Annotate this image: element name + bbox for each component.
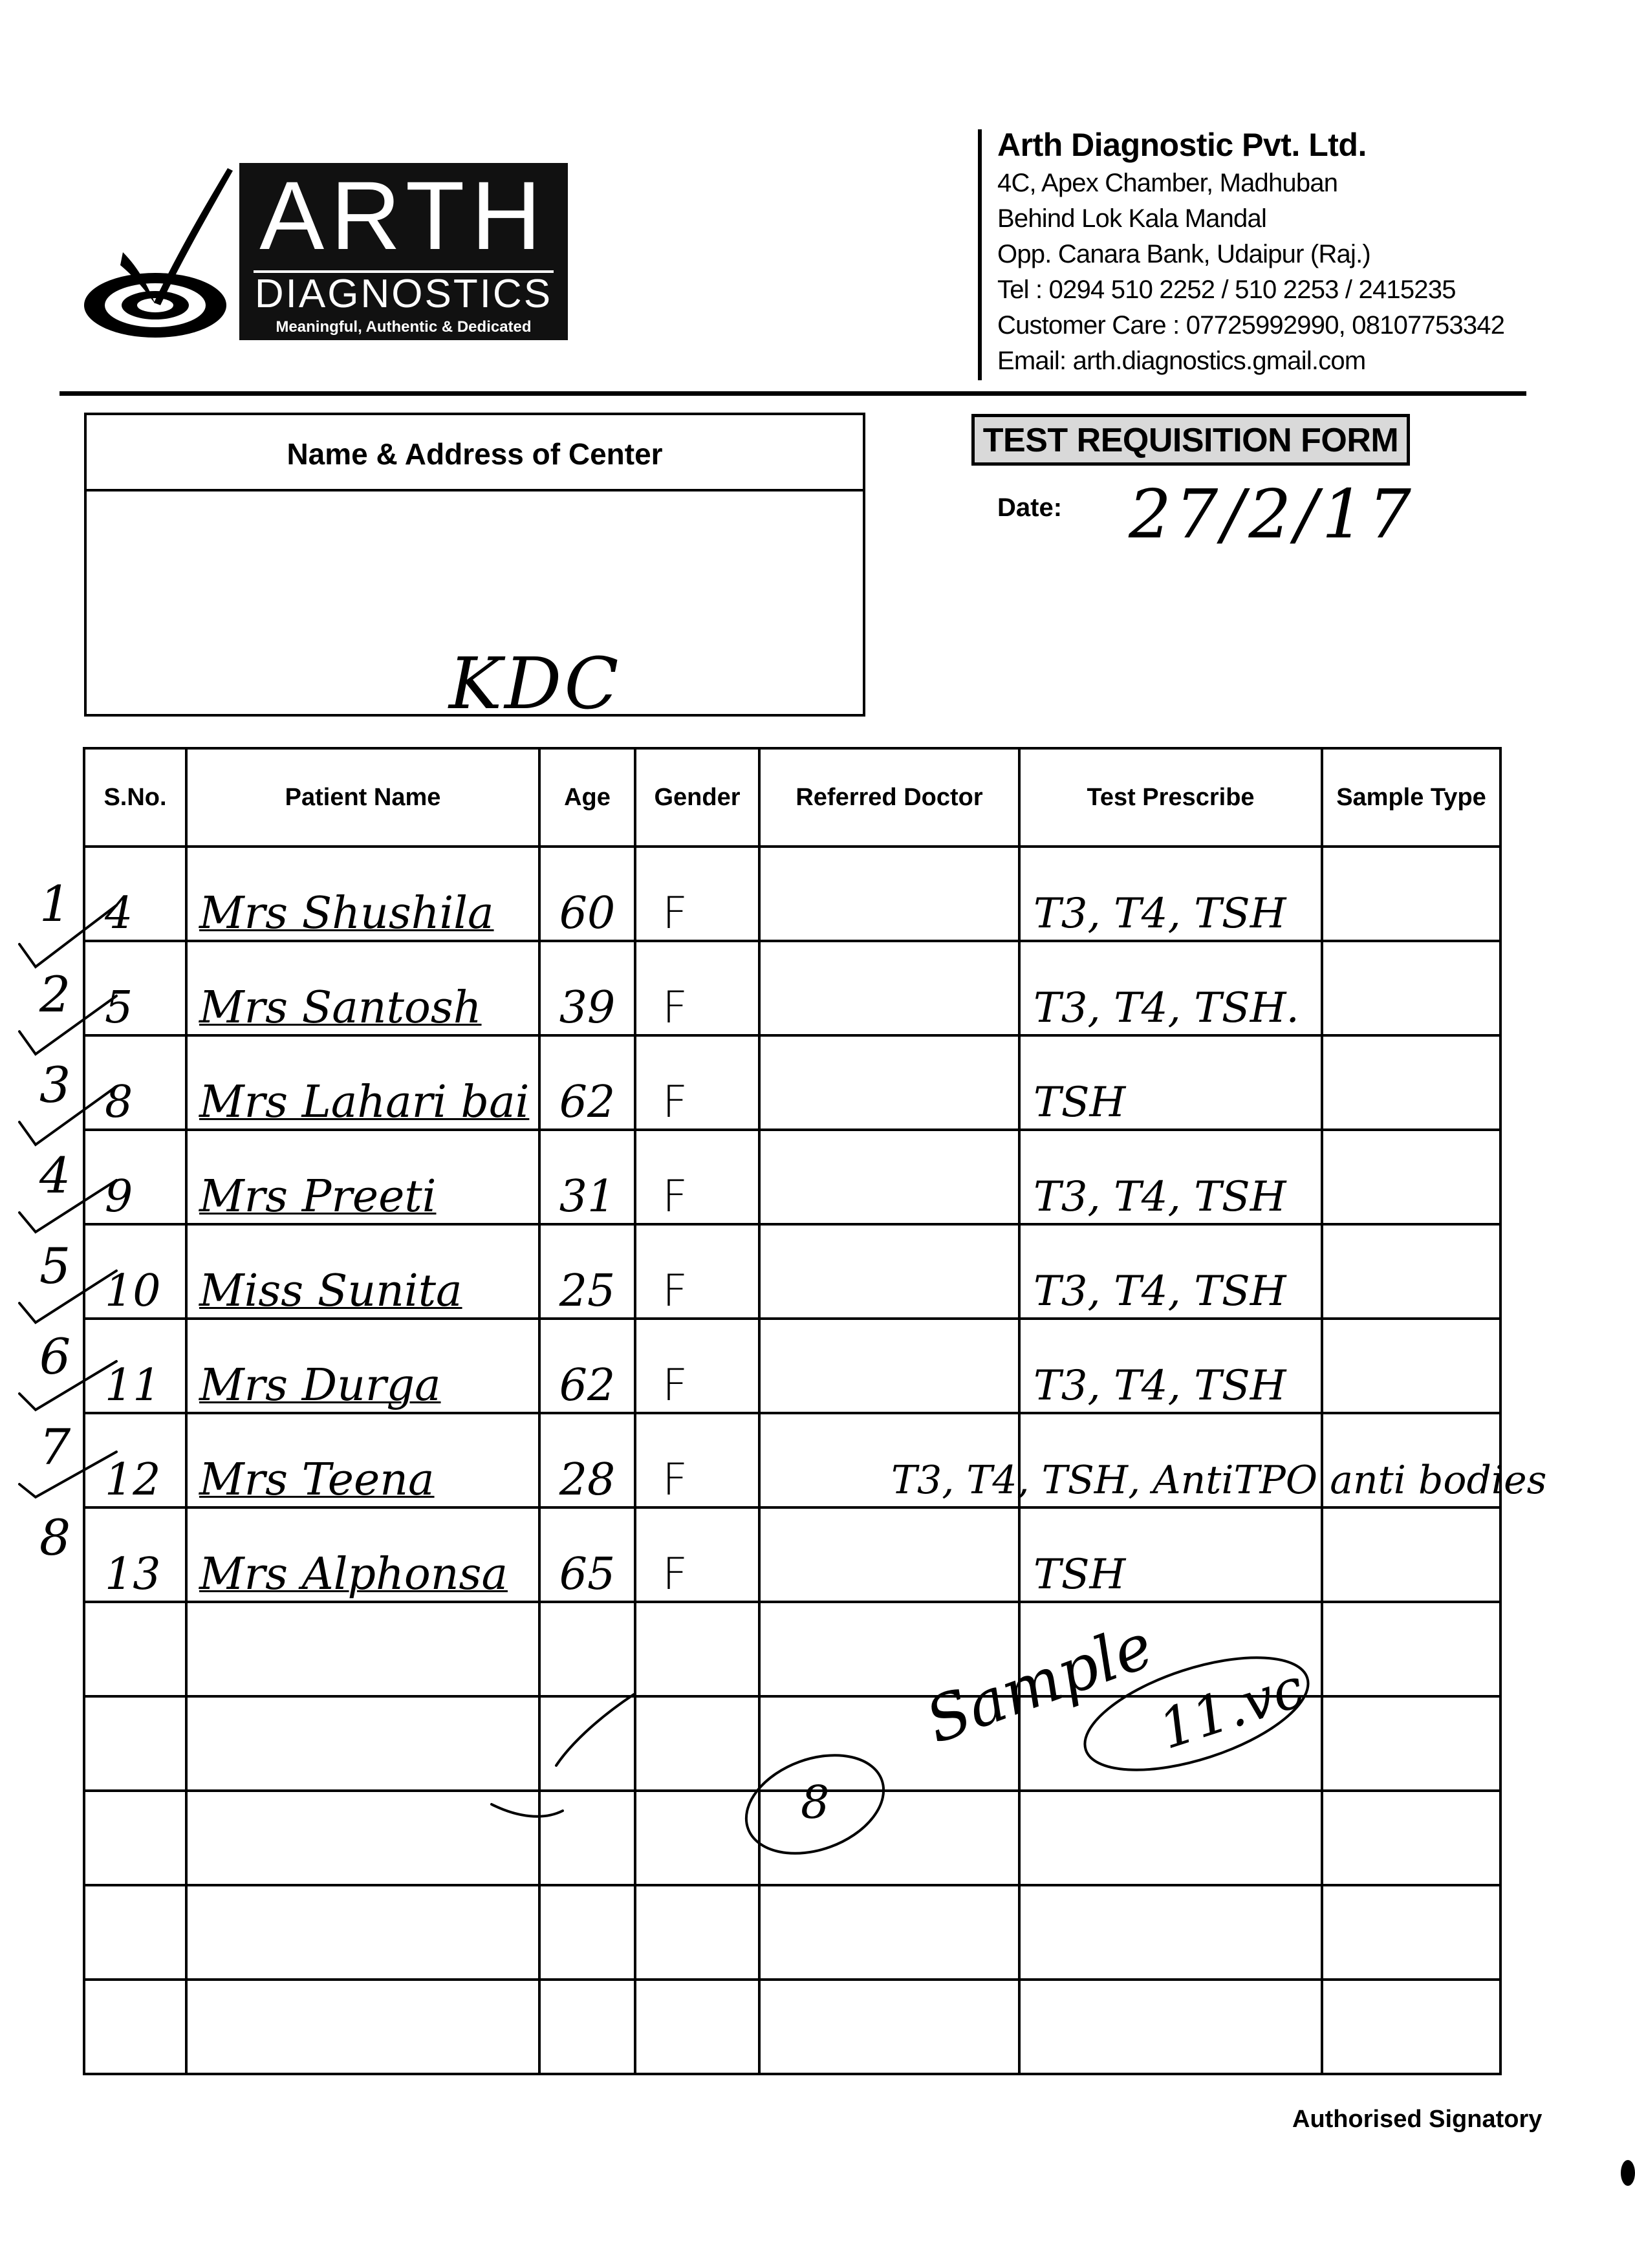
- cell-sno: 4: [84, 847, 186, 941]
- cell-age: 60: [539, 847, 635, 941]
- header-patient-name: Patient Name: [186, 748, 539, 847]
- margin-tick-number: 1: [39, 875, 71, 933]
- company-phone: Tel : 0294 510 2252 / 510 2253 / 2415235: [997, 275, 1456, 304]
- cell-patient-name: Mrs Lahari bai: [186, 1035, 539, 1130]
- table-row: [84, 1413, 1500, 1507]
- cell-sample-type: [1322, 1507, 1500, 1602]
- cell-referred-doctor: [759, 941, 1019, 1035]
- cell-sample-type: [1322, 941, 1500, 1035]
- table-row: [84, 1035, 1500, 1130]
- table-row: [84, 847, 1500, 941]
- cell-tests: TSH: [1019, 1507, 1322, 1602]
- cell-referred-doctor: [759, 847, 1019, 941]
- header-age: Age: [539, 748, 635, 847]
- cell-patient-name: Mrs Preeti: [186, 1130, 539, 1224]
- company-address-line: Behind Lok Kala Mandal: [997, 204, 1267, 233]
- cell-tests: [891, 1413, 1547, 1507]
- date-value: 27/2/17: [1129, 475, 1415, 554]
- center-label: Name & Address of Center: [87, 415, 863, 491]
- cell-referred-doctor: [759, 1130, 1019, 1224]
- company-customer-care: Customer Care : 07725992990, 08107753342: [997, 311, 1505, 340]
- margin-tick-number: 7: [39, 1418, 71, 1476]
- cell-age: 62: [539, 1035, 635, 1130]
- cell-gender: F: [635, 941, 759, 1035]
- header-sample-type: Sample Type: [1322, 748, 1500, 847]
- margin-tick-number: 6: [39, 1328, 71, 1385]
- cell-patient-name: Mrs Santosh: [186, 941, 539, 1035]
- logo-brand: ARTH: [259, 161, 548, 270]
- center-value: KDC: [449, 642, 622, 725]
- company-address-line: 4C, Apex Chamber, Madhuban: [997, 169, 1338, 197]
- cell-patient-name: Miss Sunita: [186, 1224, 539, 1319]
- header-sno: S.No.: [84, 748, 186, 847]
- table-header-row: [84, 748, 1500, 847]
- cell-sno: 12: [84, 1413, 186, 1507]
- header-gender: Gender: [635, 748, 759, 847]
- cell-age: 65: [539, 1507, 635, 1602]
- annotation-text: Sample: [916, 1609, 1162, 1758]
- cell-tests-text: T3, T4, TSH, AntiTPO anti bodies: [891, 1458, 1547, 1503]
- cell-tests: T3, T4, TSH: [1019, 1224, 1322, 1319]
- cell-sno: 5: [84, 941, 186, 1035]
- header-referred-doctor: Referred Doctor: [759, 748, 1019, 847]
- cell-referred-doctor: [759, 1319, 1019, 1413]
- table-row: [84, 941, 1500, 1035]
- company-email: Email: arth.diagnostics.gmail.com: [997, 347, 1366, 375]
- cell-gender: F: [635, 1413, 759, 1507]
- cell-sample-type: [1322, 1130, 1500, 1224]
- cell-sample-type: [1322, 847, 1500, 941]
- cell-patient-name: Mrs Teena: [186, 1413, 539, 1507]
- table-row: [84, 1507, 1500, 1602]
- cell-patient-name: Mrs Shushila: [186, 847, 539, 941]
- cell-sno: 11: [84, 1319, 186, 1413]
- table-row-empty: [84, 1980, 1500, 2074]
- cell-gender: F: [635, 1130, 759, 1224]
- cell-sample-type: [1322, 1224, 1500, 1319]
- cell-referred-doctor: [759, 1224, 1019, 1319]
- header-divider: [978, 129, 982, 380]
- margin-tick-number: 4: [39, 1147, 71, 1204]
- cell-sno: 10: [84, 1224, 186, 1319]
- authorised-signatory: Authorised Signatory: [1292, 2106, 1543, 2133]
- cell-age: 28: [539, 1413, 635, 1507]
- logo-sub: DIAGNOSTICS: [254, 272, 553, 316]
- table-row: [84, 1130, 1500, 1224]
- check-marks-icon: [6, 892, 136, 1507]
- cell-age: 25: [539, 1224, 635, 1319]
- cell-sno: 9: [84, 1130, 186, 1224]
- annotation-circled: 11.vc: [1151, 1656, 1312, 1762]
- table-row: [84, 1319, 1500, 1413]
- cell-patient-name: Mrs Alphonsa: [186, 1507, 539, 1602]
- table-row: [84, 1224, 1500, 1319]
- cell-tests: TSH: [1019, 1035, 1322, 1130]
- cell-age: 31: [539, 1130, 635, 1224]
- cell-tests: T3, T4, TSH: [1019, 847, 1322, 941]
- logo-tagline: Meaningful, Authentic & Dedicated: [276, 318, 532, 336]
- form-title: TEST REQUISITION FORM: [971, 414, 1410, 466]
- cell-gender: F: [635, 1035, 759, 1130]
- company-info: [997, 124, 1618, 379]
- cell-age: 62: [539, 1319, 635, 1413]
- cell-gender: F: [635, 1319, 759, 1413]
- edge-dot-mark: [1621, 2160, 1635, 2186]
- header-test-prescribe: Test Prescribe: [1019, 748, 1322, 847]
- center-box: [84, 413, 865, 725]
- cell-referred-doctor: [759, 1035, 1019, 1130]
- cell-sno: 13: [84, 1507, 186, 1602]
- cell-sample-type: [1322, 1319, 1500, 1413]
- cell-sample-type: [1322, 1035, 1500, 1130]
- cell-gender: F: [635, 847, 759, 941]
- logo: [239, 163, 568, 340]
- cell-gender: F: [635, 1224, 759, 1319]
- cell-referred-doctor: [759, 1507, 1019, 1602]
- header-rule: [60, 391, 1526, 396]
- date-label: Date:: [997, 493, 1063, 522]
- cell-age: 39: [539, 941, 635, 1035]
- cell-patient-name: Mrs Durga: [186, 1319, 539, 1413]
- company-address-line: Opp. Canara Bank, Udaipur (Raj.): [997, 240, 1370, 268]
- annotation-mark: 8: [801, 1776, 830, 1829]
- margin-tick-number: 2: [39, 966, 71, 1023]
- cell-sno: 8: [84, 1035, 186, 1130]
- company-name: Arth Diagnostic Pvt. Ltd.: [997, 127, 1367, 163]
- cell-tests: T3, T4, TSH.: [1019, 941, 1322, 1035]
- margin-tick-number: 8: [39, 1509, 71, 1566]
- margin-tick-number: 5: [39, 1237, 71, 1295]
- cell-gender: F: [635, 1507, 759, 1602]
- margin-tick-number: 3: [39, 1056, 71, 1114]
- cell-tests: T3, T4, TSH: [1019, 1130, 1322, 1224]
- cell-tests: T3, T4, TSH: [1019, 1319, 1322, 1413]
